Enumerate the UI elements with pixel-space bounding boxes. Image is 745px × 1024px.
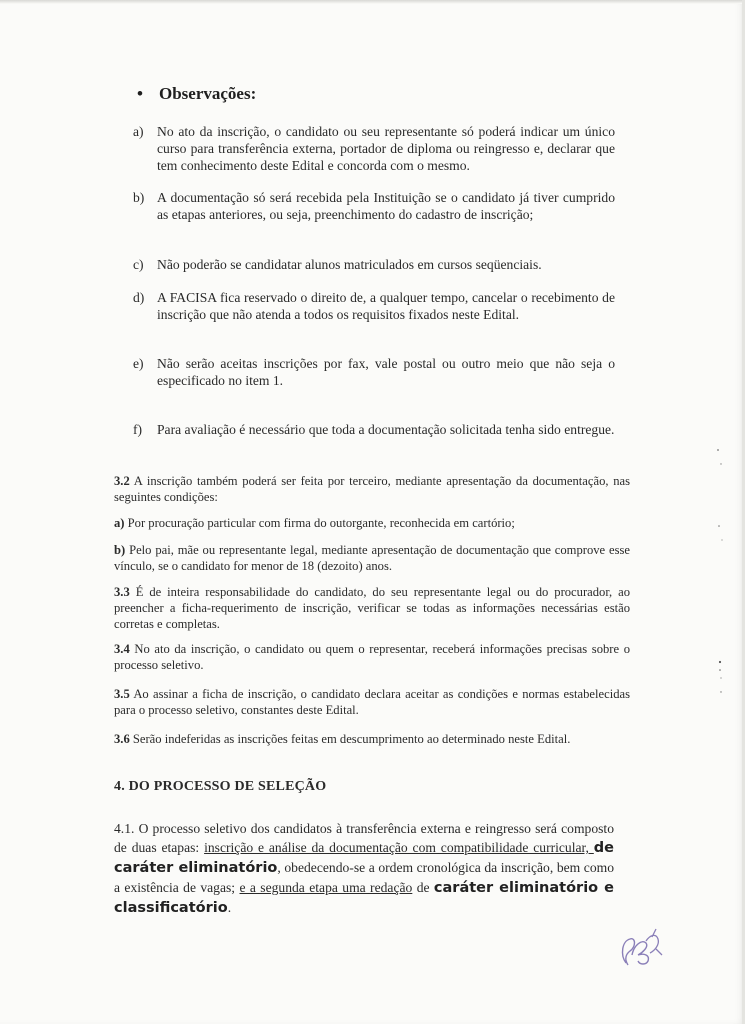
section-4-title: 4. DO PROCESSO DE SELEÇÃO [114,779,327,794]
paragraph-number: a) [114,516,125,530]
observacao-item-f [133,421,615,438]
paragraph-number: 3.3 [114,585,130,599]
observacao-item-e [133,355,615,389]
underlined-text: inscrição e análise da documentação com compatibilidade curricular, [204,840,594,855]
observacao-item-c [133,256,615,273]
scan-top-edge [0,0,745,4]
item-text: A documentação só será recebida pela Instituição se o candidato já tiver cumprido as etapas anteriores, ou seja, preenchimento do cadastro de inscrição; [157,190,615,222]
bold-text: de caráter eliminatório [114,840,615,876]
paragraph-3-2-a [114,515,630,531]
paragraph-number: 3.6 [114,732,130,746]
item-label: d) [133,290,145,305]
paragraph-text: Ao assinar a ficha de inscrição, o candidato declara aceitar as condições e normas estabelecidas para o processo seletivo, constantes deste Edital. [114,687,630,717]
item-text: Não poderão se candidatar alunos matriculados em cursos seqüenciais. [157,257,542,272]
item-label: c) [133,257,144,272]
item-label: b) [133,190,145,205]
paragraph-text: Serão indeferidas as inscrições feitas em descumprimento ao determinado neste Edital. [129,732,571,746]
paragraph-text: Pelo pai, mãe ou representante legal, mediante apresentação de documentação que comprove esse vínculo, se o candidato for menor de 18 (dezoito) anos. [114,543,630,573]
paragraph-number: 3.5 [114,687,130,701]
item-label: f) [133,422,143,437]
item-text: Não serão aceitas inscrições por fax, vale postal ou outro meio que não seja o especificado no item 1. [157,356,615,388]
observacao-item-b [133,189,615,223]
paragraph-3-5 [114,686,630,718]
paragraph-3-2-b [114,542,630,574]
observacao-item-a [133,123,615,174]
paragraph-3-6 [114,731,630,747]
item-label: e) [133,356,144,371]
paragraph-number: 3.4 [114,642,130,656]
item-text: No ato da inscrição, o candidato ou seu representante só poderá indicar um único curso para transferência externa, portador de diploma ou reingresso e, declarar que tem conhecimento deste Edital e concorda com o mesmo. [157,124,615,173]
paragraph-text: Por procuração particular com firma do outorgante, reconhecida em cartório; [124,516,515,530]
paragraph-3-4 [114,641,630,673]
text-run: . [227,900,232,915]
paragraph-number: 3.2 [114,474,130,488]
paragraph-text: No ato da inscrição, o candidato ou quem o representar, receberá informações precisas sobre o processo seletivo. [114,642,630,672]
paragraph-3-3 [114,584,630,632]
bold-text: caráter eliminatório e classificatório [114,880,614,916]
observacoes-heading [137,84,256,104]
item-text: A FACISA fica reservado o direito de, a qualquer tempo, cancelar o recebimento de inscrição que não atenda a todos os requisitos fixados neste Edital. [157,290,615,322]
scan-specks [712,430,728,730]
text-run: de [412,880,434,895]
text-run: 4.1. O processo seletivo dos candidatos à transferência externa e reingresso será composto de duas etapas: [114,821,614,855]
paragraph-3-2 [114,473,630,505]
paragraph-text: É de inteira responsabilidade do candidato, do seu representante legal ou do procurador, ao preencher a ficha-requerimento de inscrição, verificar se todas as informações necessárias estão corretas e completas. [114,585,630,631]
bullet-icon: • [137,84,143,103]
paragraph-number: b) [114,543,126,557]
text-run: , obedecendo-se a ordem cronológica da inscrição, bem como a existência de vagas; [114,860,615,895]
item-text: Para avaliação é necessário que toda a documentação solicitada tenha sido entregue. [157,422,615,437]
section-4-1-paragraph [114,819,614,918]
underlined-text: e a segunda etapa uma redação [239,880,413,895]
handwritten-initials [612,925,664,973]
item-label: a) [133,124,144,139]
observacoes-title: Observações: [159,84,257,103]
observacao-item-d [133,289,615,323]
paragraph-text: A inscrição também poderá ser feita por terceiro, mediante apresentação da documentação, nas seguintes condições: [114,474,630,504]
